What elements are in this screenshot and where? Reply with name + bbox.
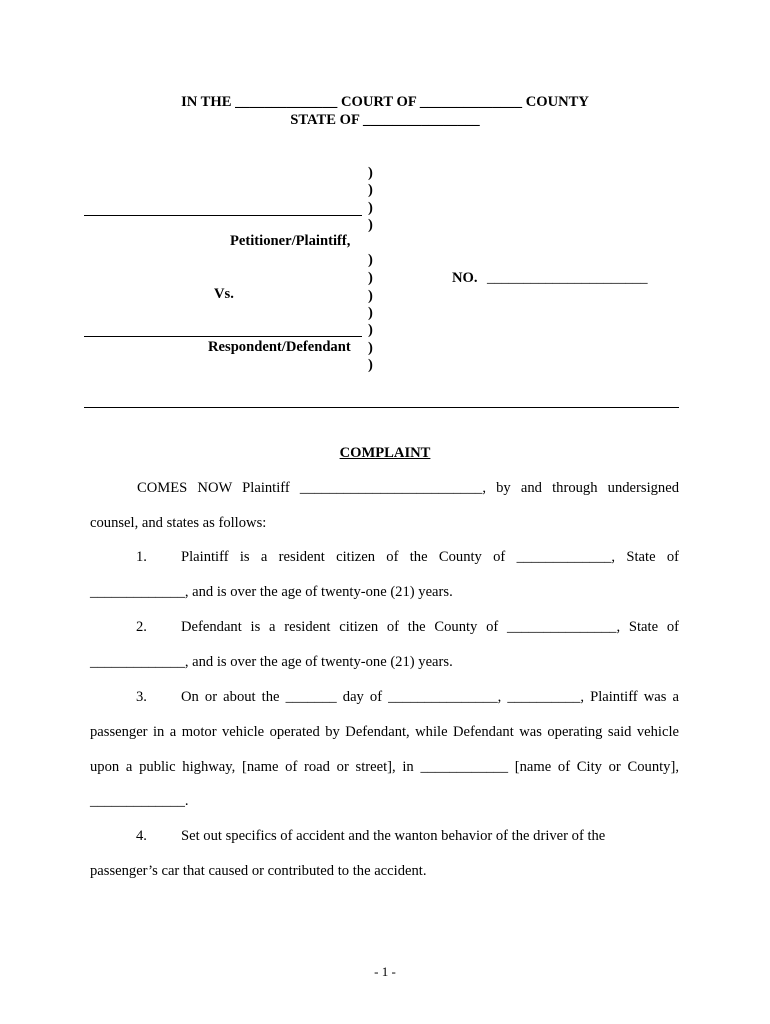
paragraph-3-line-3: upon a public highway, [name of road or street], in ____________ [name of City or County], — [90, 759, 679, 775]
paragraph-4-line-2: passenger’s car that caused or contributed to the accident. — [90, 863, 427, 879]
state-heading: STATE OF ________________ — [290, 112, 480, 128]
respondent-name-line[interactable] — [84, 336, 362, 337]
paragraph-2-line-2: _____________, and is over the age of twenty-one (21) years. — [90, 654, 453, 670]
paragraph-1-line-2: _____________, and is over the age of twenty-one (21) years. — [90, 584, 453, 600]
caption-paren: ) — [368, 252, 373, 268]
petitioner-name-line[interactable] — [84, 215, 362, 216]
intro-line-2: counsel, and states as follows: — [90, 515, 267, 531]
respondent-label: Respondent/Defendant — [208, 339, 351, 355]
caption-paren: ) — [368, 340, 373, 356]
caption-paren: ) — [368, 182, 373, 198]
paragraph-number: 2. — [136, 619, 147, 635]
caption-paren: ) — [368, 200, 373, 216]
caption-paren: ) — [368, 270, 373, 286]
caption-paren: ) — [368, 165, 373, 181]
paragraph-number: 4. — [136, 828, 147, 844]
paragraph-3-line-4: _____________. — [90, 793, 189, 809]
caption-paren: ) — [368, 322, 373, 338]
caption-paren: ) — [368, 217, 373, 233]
paragraph-number: 3. — [136, 689, 147, 705]
case-number-label: NO. — [452, 270, 478, 286]
paragraph-4-line-1: Set out specifics of accident and the wanton behavior of the driver of the — [181, 828, 606, 844]
paragraph-1-line-1: Plaintiff is a resident citizen of the County of _____________, State of — [181, 549, 679, 565]
paragraph-number: 1. — [136, 549, 147, 565]
paragraph-3-line-2: passenger in a motor vehicle operated by Defendant, while Defendant was operating said vehicle — [90, 724, 679, 740]
petitioner-label: Petitioner/Plaintiff, — [230, 233, 351, 249]
case-number-field[interactable]: ______________________ — [487, 270, 648, 286]
page-number: - 1 - — [374, 964, 396, 979]
caption-paren: ) — [368, 288, 373, 304]
intro-line-1: COMES NOW Plaintiff _________________________, by and through undersigned — [137, 480, 679, 496]
caption-paren: ) — [368, 357, 373, 373]
document-title: COMPLAINT — [339, 445, 431, 461]
caption-divider — [84, 407, 679, 408]
caption-paren: ) — [368, 305, 373, 321]
paragraph-3-line-1: On or about the _______ day of _______________, __________, Plaintiff was a — [181, 689, 679, 705]
vs-label: Vs. — [214, 286, 234, 302]
paragraph-2-line-1: Defendant is a resident citizen of the County of _______________, State of — [181, 619, 679, 635]
court-heading: IN THE ______________ COURT OF ______________ COUNTY — [181, 94, 589, 110]
